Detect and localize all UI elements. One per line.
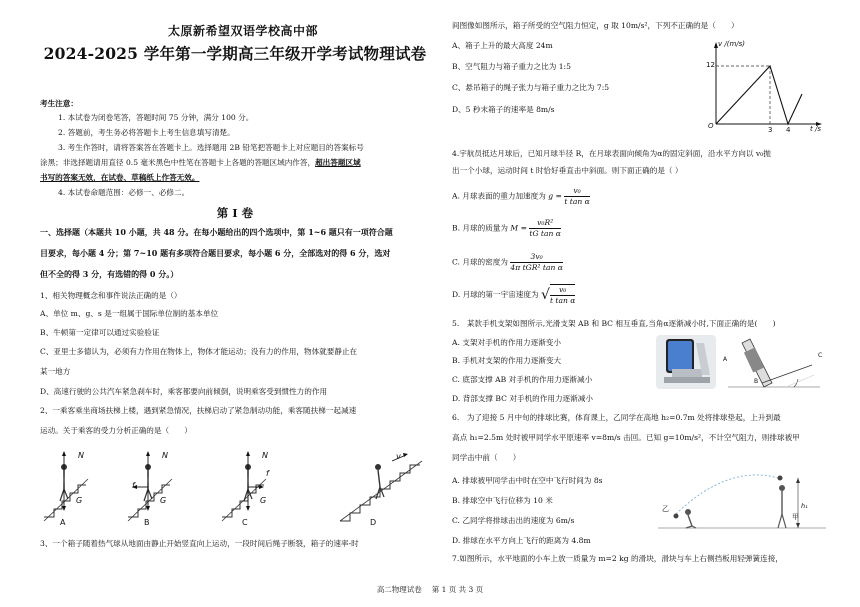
formula-fraction: [550, 284, 575, 306]
question-5-option: B. 手机对支架的作用力逐渐变大: [452, 356, 562, 365]
mcq-intro: 但不全的得 3 分，有选错的得 0 分。）: [40, 269, 179, 279]
figure-a: [44, 451, 88, 521]
phone-holder-photo: [656, 335, 716, 389]
force-label-f: f: [266, 469, 269, 478]
question-4-stem: 出一个小球，运动时间 t 时恰好垂直击中斜面。则下面正确的是（ ）: [452, 166, 683, 175]
notice-item: 书写的答案无效，在试卷、草稿纸上作答无效。: [40, 173, 200, 182]
fraction-denominator: t tan α: [549, 296, 576, 305]
sqrt-icon: √: [541, 287, 550, 303]
question-1-stem: 1、相关物理概念和事件说法正确的是（）: [40, 291, 182, 300]
diagram-label-a: A: [723, 356, 728, 363]
label-yi: 乙: [662, 505, 669, 513]
fraction-numerator: v₀: [550, 285, 575, 296]
notice-item: [40, 157, 361, 169]
question-3-option: C、悬吊箱子的绳子张力与箱子重力之比为 7:5: [452, 83, 610, 92]
velocity-label: v: [396, 452, 401, 461]
notice-item: 2. 答题前，考生务必将答题卡上考生信息填写清楚。: [58, 128, 235, 137]
graph-xtick: 3: [768, 126, 773, 134]
question-4-option-d: [452, 284, 575, 306]
formula-fraction: [564, 186, 589, 207]
formula-lhs: g =: [548, 191, 562, 201]
formula-lhs: M =: [510, 223, 527, 233]
question-6-option: A. 排球被甲同学击中时在空中飞行时间为 8s: [452, 476, 603, 485]
velocity-time-graph: [702, 36, 826, 136]
fraction-denominator: 4π tGR² tan α: [510, 263, 563, 272]
part-title: 第 I 卷: [216, 206, 254, 220]
question-1-option: B、牛顿第一定律可以通过实验验证: [40, 328, 160, 337]
graph-xlabel: t /s: [810, 125, 821, 133]
figure-c: [222, 451, 266, 521]
label-h1: h₁: [801, 502, 808, 510]
question-2-stem: 运动。关于乘客的受力分析正确的是（ ）: [40, 426, 192, 435]
question-6-option: B. 排球空中飞行位移为 10 米: [452, 496, 553, 505]
escalator-figures: [40, 447, 430, 525]
question-5-option: D. 背部支撑 BC 对手机的作用力逐渐减小: [452, 394, 593, 403]
mcq-intro: 一、选择题（本题共 10 小题，共 48 分。在每小题给出的四个选项中，第 1~6 题只有一项符合题: [40, 227, 393, 237]
question-4-option-c: [452, 252, 563, 273]
diagram-label-b: B: [754, 378, 759, 385]
question-1-option: A、单位 m、g、s 是一组属于国际单位制的基本单位: [40, 309, 219, 318]
notice-item-text: 涂黑；非选择题请用直径 0.5 毫米黑色中性笔在答题卡上各题的答题区域内作答，: [40, 158, 316, 167]
question-6-stem: 同学击中前（ ）: [452, 453, 521, 462]
exam-title: 2024-2025 学年第一学期高三年级开学考试物理试卷: [43, 44, 427, 63]
figure-label-c: C: [242, 518, 248, 527]
fraction-denominator: t tan α: [564, 197, 590, 206]
label-jia: 甲: [792, 513, 799, 521]
force-label-n: N: [162, 451, 168, 460]
option-text: A. 月球表面的重力加速度为: [452, 191, 546, 201]
graph-ylabel: v /(m/s): [718, 40, 746, 48]
force-label-g: G: [76, 496, 83, 505]
force-label-g: G: [160, 496, 167, 505]
question-6-stem: 6. 为了迎接 5 月中旬的排球比赛，体育课上，乙同学在高地 h₂=0.7m 处将排球垫起，上升到最: [452, 413, 781, 422]
formula-fraction: [510, 252, 563, 273]
question-3-option: A、箱子上升的最大高度 24m: [452, 41, 553, 50]
notice-item: 4. 本试卷命题范围：必修一、必修二。: [58, 188, 190, 197]
force-label-n: N: [78, 451, 84, 460]
fraction-numerator: v₀R²: [529, 218, 561, 229]
question-5-option: A. 支架对手机的作用力逐渐变小: [452, 338, 562, 347]
question-4-option-b: [452, 218, 561, 239]
question-3-option: B、空气阻力与箱子重力之比为 1:5: [452, 62, 571, 71]
question-7-stem: 7.如图所示，水平地面的小车上放一质量为 m=2 kg 的滑块，滑块与车上右侧挡板用轻弹簧连接，: [452, 554, 783, 563]
question-2-stem: 2、一乘客乘坐商场扶梯上楼，遇到紧急情况，扶梯启动了紧急制动功能，乘客随扶梯一起减速: [40, 406, 357, 415]
diagram-label-c: C: [818, 352, 823, 359]
graph-origin: O: [708, 122, 714, 130]
notice-item: 3. 考生作答时，请将答案答在答题卡上。选择题用 2B 铅笔把答题卡上对应题目的答案标号: [58, 143, 364, 152]
force-label-f: f: [132, 481, 135, 490]
notice-heading: 考生注意：: [40, 99, 78, 108]
holder-diagram: [724, 335, 824, 391]
question-3-stem-cont: 间图像如图所示，箱子所受的空气阻力恒定，g 取 10m/s²，下列不正确的是（ ）: [452, 21, 739, 30]
page-footer: 高二物理试卷 第 1 页 共 3 页: [376, 585, 484, 594]
option-text: C. 月球的密度为: [452, 257, 508, 267]
question-5-stem: 5. 某款手机支架如图所示,光滑支架 AB 和 BC 相互垂直,当角α逐渐减小时,下面正确的是( ): [452, 319, 776, 328]
volleyball-diagram: [658, 470, 828, 532]
mcq-intro: 目要求，每小题 4 分；第 7~10 题有多项符合题目要求，每小题 6 分，全部选对的得 6 分，选对: [40, 248, 391, 258]
question-1-option: C、亚里士多德认为，必须有力作用在物体上，物体才能运动；没有力的作用，物体就要静止在: [40, 347, 358, 356]
option-text: B. 月球的质量为: [452, 223, 508, 233]
graph-ytick: 12: [706, 61, 715, 69]
figure-label-a: A: [60, 518, 66, 527]
force-label-g: G: [260, 496, 267, 505]
fraction-denominator: tG tan α: [529, 229, 561, 238]
question-6-option: C. 乙同学将排球击出的速度为 6m/s: [452, 516, 575, 525]
school-name: 太原新希望双语学校高中部: [167, 24, 318, 38]
figure-d: [340, 453, 422, 521]
notice-item: 1. 本试卷为闭卷笔答，答题时间 75 分钟，满分 100 分。: [58, 113, 254, 122]
option-text: D. 月球的第一宇宙速度为: [452, 290, 539, 299]
question-4-stem: 4.宇航员抵达月球后，已知月球半径 R，在月球表面向倾角为α的固定斜面，沿水平方向以 v₀抛: [452, 149, 771, 158]
fraction-numerator: 3v₀: [510, 252, 563, 263]
force-label-n: N: [262, 451, 268, 460]
notice-underline-text: 超出答题区域: [315, 158, 361, 167]
question-6-stem: 高点 h₁=2.5m 处时被甲同学水平原速率 v=8m/s 击回。已知 g=10m/s²，不计空气阻力，则排球被甲: [452, 433, 800, 442]
question-5-option: C. 底部支撑 AB 对手机的作用力逐渐减小: [452, 375, 593, 384]
fraction-numerator: v₀: [564, 186, 589, 197]
figure-label-d: D: [370, 518, 377, 527]
formula-fraction: [529, 218, 561, 239]
graph-xtick: 4: [786, 126, 791, 134]
question-1-option: 某一地方: [40, 367, 71, 376]
question-3-stem: 3、一个箱子随着热气球从地面由静止开始竖直向上运动，一段时间后绳子断裂，箱子的速率-时: [40, 539, 359, 548]
question-4-option-a: [452, 186, 590, 207]
question-1-option: D、高速行驶的公共汽车紧急刹车时，乘客都要向前倾倒，说明乘客受到惯性力的作用: [40, 387, 328, 396]
figure-label-b: B: [144, 518, 150, 527]
question-3-option: D、5 秒末箱子的速率是 8m/s: [452, 105, 555, 114]
question-6-option: D. 排球在水平方向上飞行的距离为 4.8m: [452, 536, 591, 545]
